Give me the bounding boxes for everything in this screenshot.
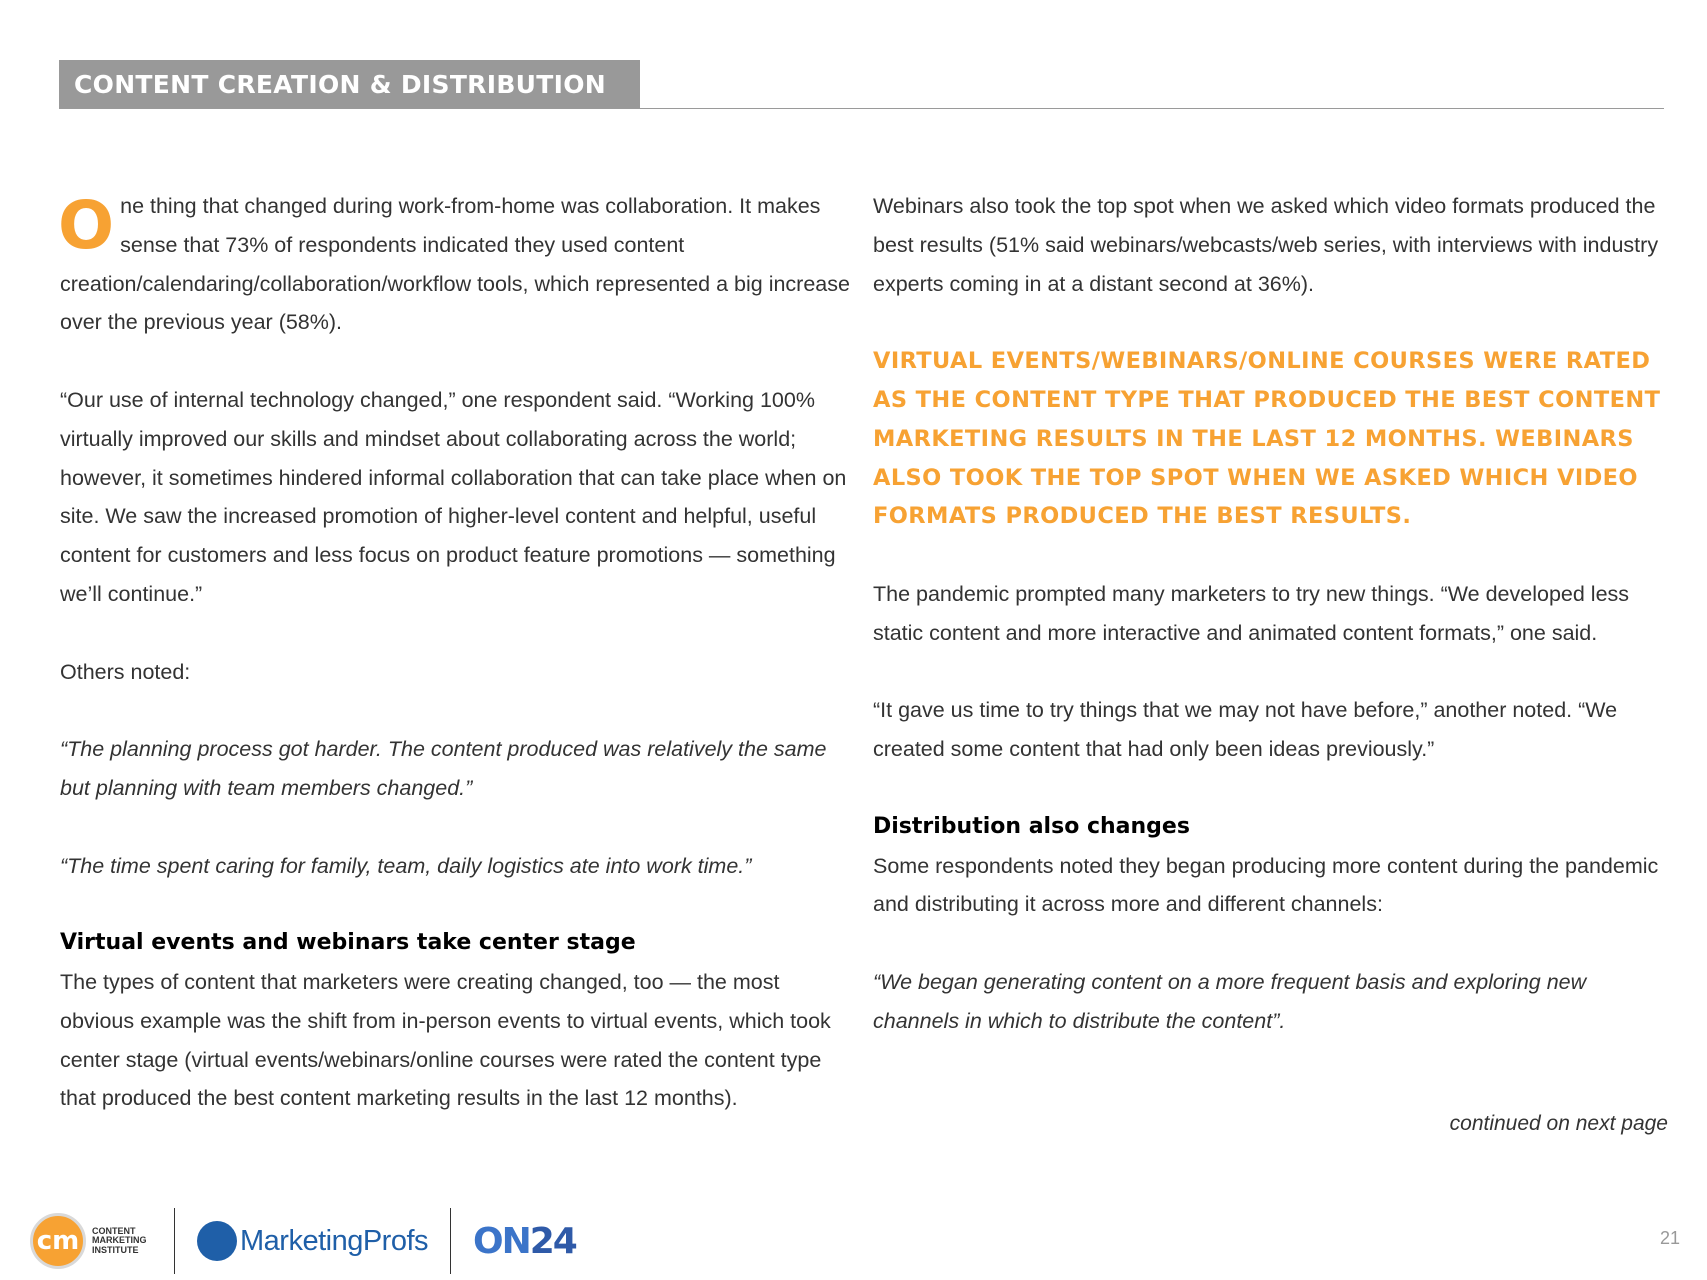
subhead-virtual-events: Virtual events and webinars take center stage (60, 930, 636, 956)
cmi-logo-mark: cm (30, 1213, 86, 1269)
drop-cap: O (58, 187, 115, 264)
cmi-logo (30, 1213, 152, 1269)
distribution-paragraph: Some respondents noted they began producing more content during the pandemic and distributing it across more and different channels: (873, 853, 1659, 917)
continued-note: continued on next page (1449, 1112, 1668, 1135)
header-divider (59, 108, 1664, 109)
others-noted: Others noted: (60, 659, 191, 684)
page-number: 21 (1660, 1228, 1681, 1248)
pandemic-paragraph: The pandemic prompted many marketers to try new things. “We developed less static content and more interactive and animated content formats,” one said. (873, 581, 1630, 645)
marketingprofs-icon (197, 1221, 237, 1261)
marketingprofs-wordmark: MarketingProfs (240, 1224, 429, 1257)
subhead-distribution: Distribution also changes (873, 813, 1190, 839)
cmi-logo-text: CONTENT MARKETING INSTITUTE (92, 1225, 147, 1255)
footer-logos (30, 1205, 576, 1277)
section-title: CONTENT CREATION & DISTRIBUTION (74, 70, 607, 99)
logo-divider (174, 1208, 175, 1274)
section-header (59, 60, 640, 109)
try-things-paragraph: “It gave us time to try things that we may not have before,” another noted. “We created some content that had only been ideas previously.” (873, 698, 1618, 762)
marketingprofs-logo (197, 1221, 428, 1261)
quote-frequent-basis: “We began generating content on a more frequent basis and exploring new channels in which to distribute the content”. (873, 969, 1587, 1033)
quote-time: “The time spent caring for family, team, daily logistics ate into work time.” (60, 853, 752, 878)
quote-planning: “The planning process got harder. The content produced was relatively the same but planning with team members changed.” (60, 737, 827, 800)
respondent-quote-paragraph: “Our use of internal technology changed,” one respondent said. “Working 100% virtually improved our skills and mindset about collaborating across the world; however, it sometimes hindered informal collaboration that can take place when on site. We saw the increased promotion of higher-level content and helpful, useful content for customers and less focus on product feature promotions — something we’ll continue.” (60, 387, 847, 606)
right-column (873, 187, 1668, 1041)
intro-paragraph: One thing that changed during work-from-home was collaboration. It makes sense that 73% of respondents indicated they used content creation/calendaring/collaboration/workflow tools, which represented a big increase over the previous year (58%). (58, 187, 850, 335)
logo-divider (450, 1208, 451, 1274)
on24-logo: ON24 (473, 1220, 576, 1262)
virtual-events-paragraph: The types of content that marketers were creating changed, too — the most obvious example was the shift from in-person events to virtual events, which took center stage (virtual events/webinars/online courses were rated the content type that produced the best content marketing results in the last 12 months). (60, 969, 831, 1111)
left-column (60, 187, 855, 1118)
pull-quote-callout: VIRTUAL EVENTS/WEBINARS/ONLINE COURSES WERE RATED AS THE CONTENT TYPE THAT PRODUCED THE BEST CONTENT MARKETING RESULTS IN THE LAST 12 MONTHS. WEBINARS ALSO TOOK THE TOP SPOT WHEN WE ASKED WHICH VIDEO FORMATS PRODUCED THE BEST RESULTS. (873, 348, 1661, 530)
webinars-paragraph: Webinars also took the top spot when we asked which video formats produced the best results (51% said webinars/webcasts/web series, with interviews with industry experts coming in at a distant second at 36%). (873, 194, 1659, 296)
